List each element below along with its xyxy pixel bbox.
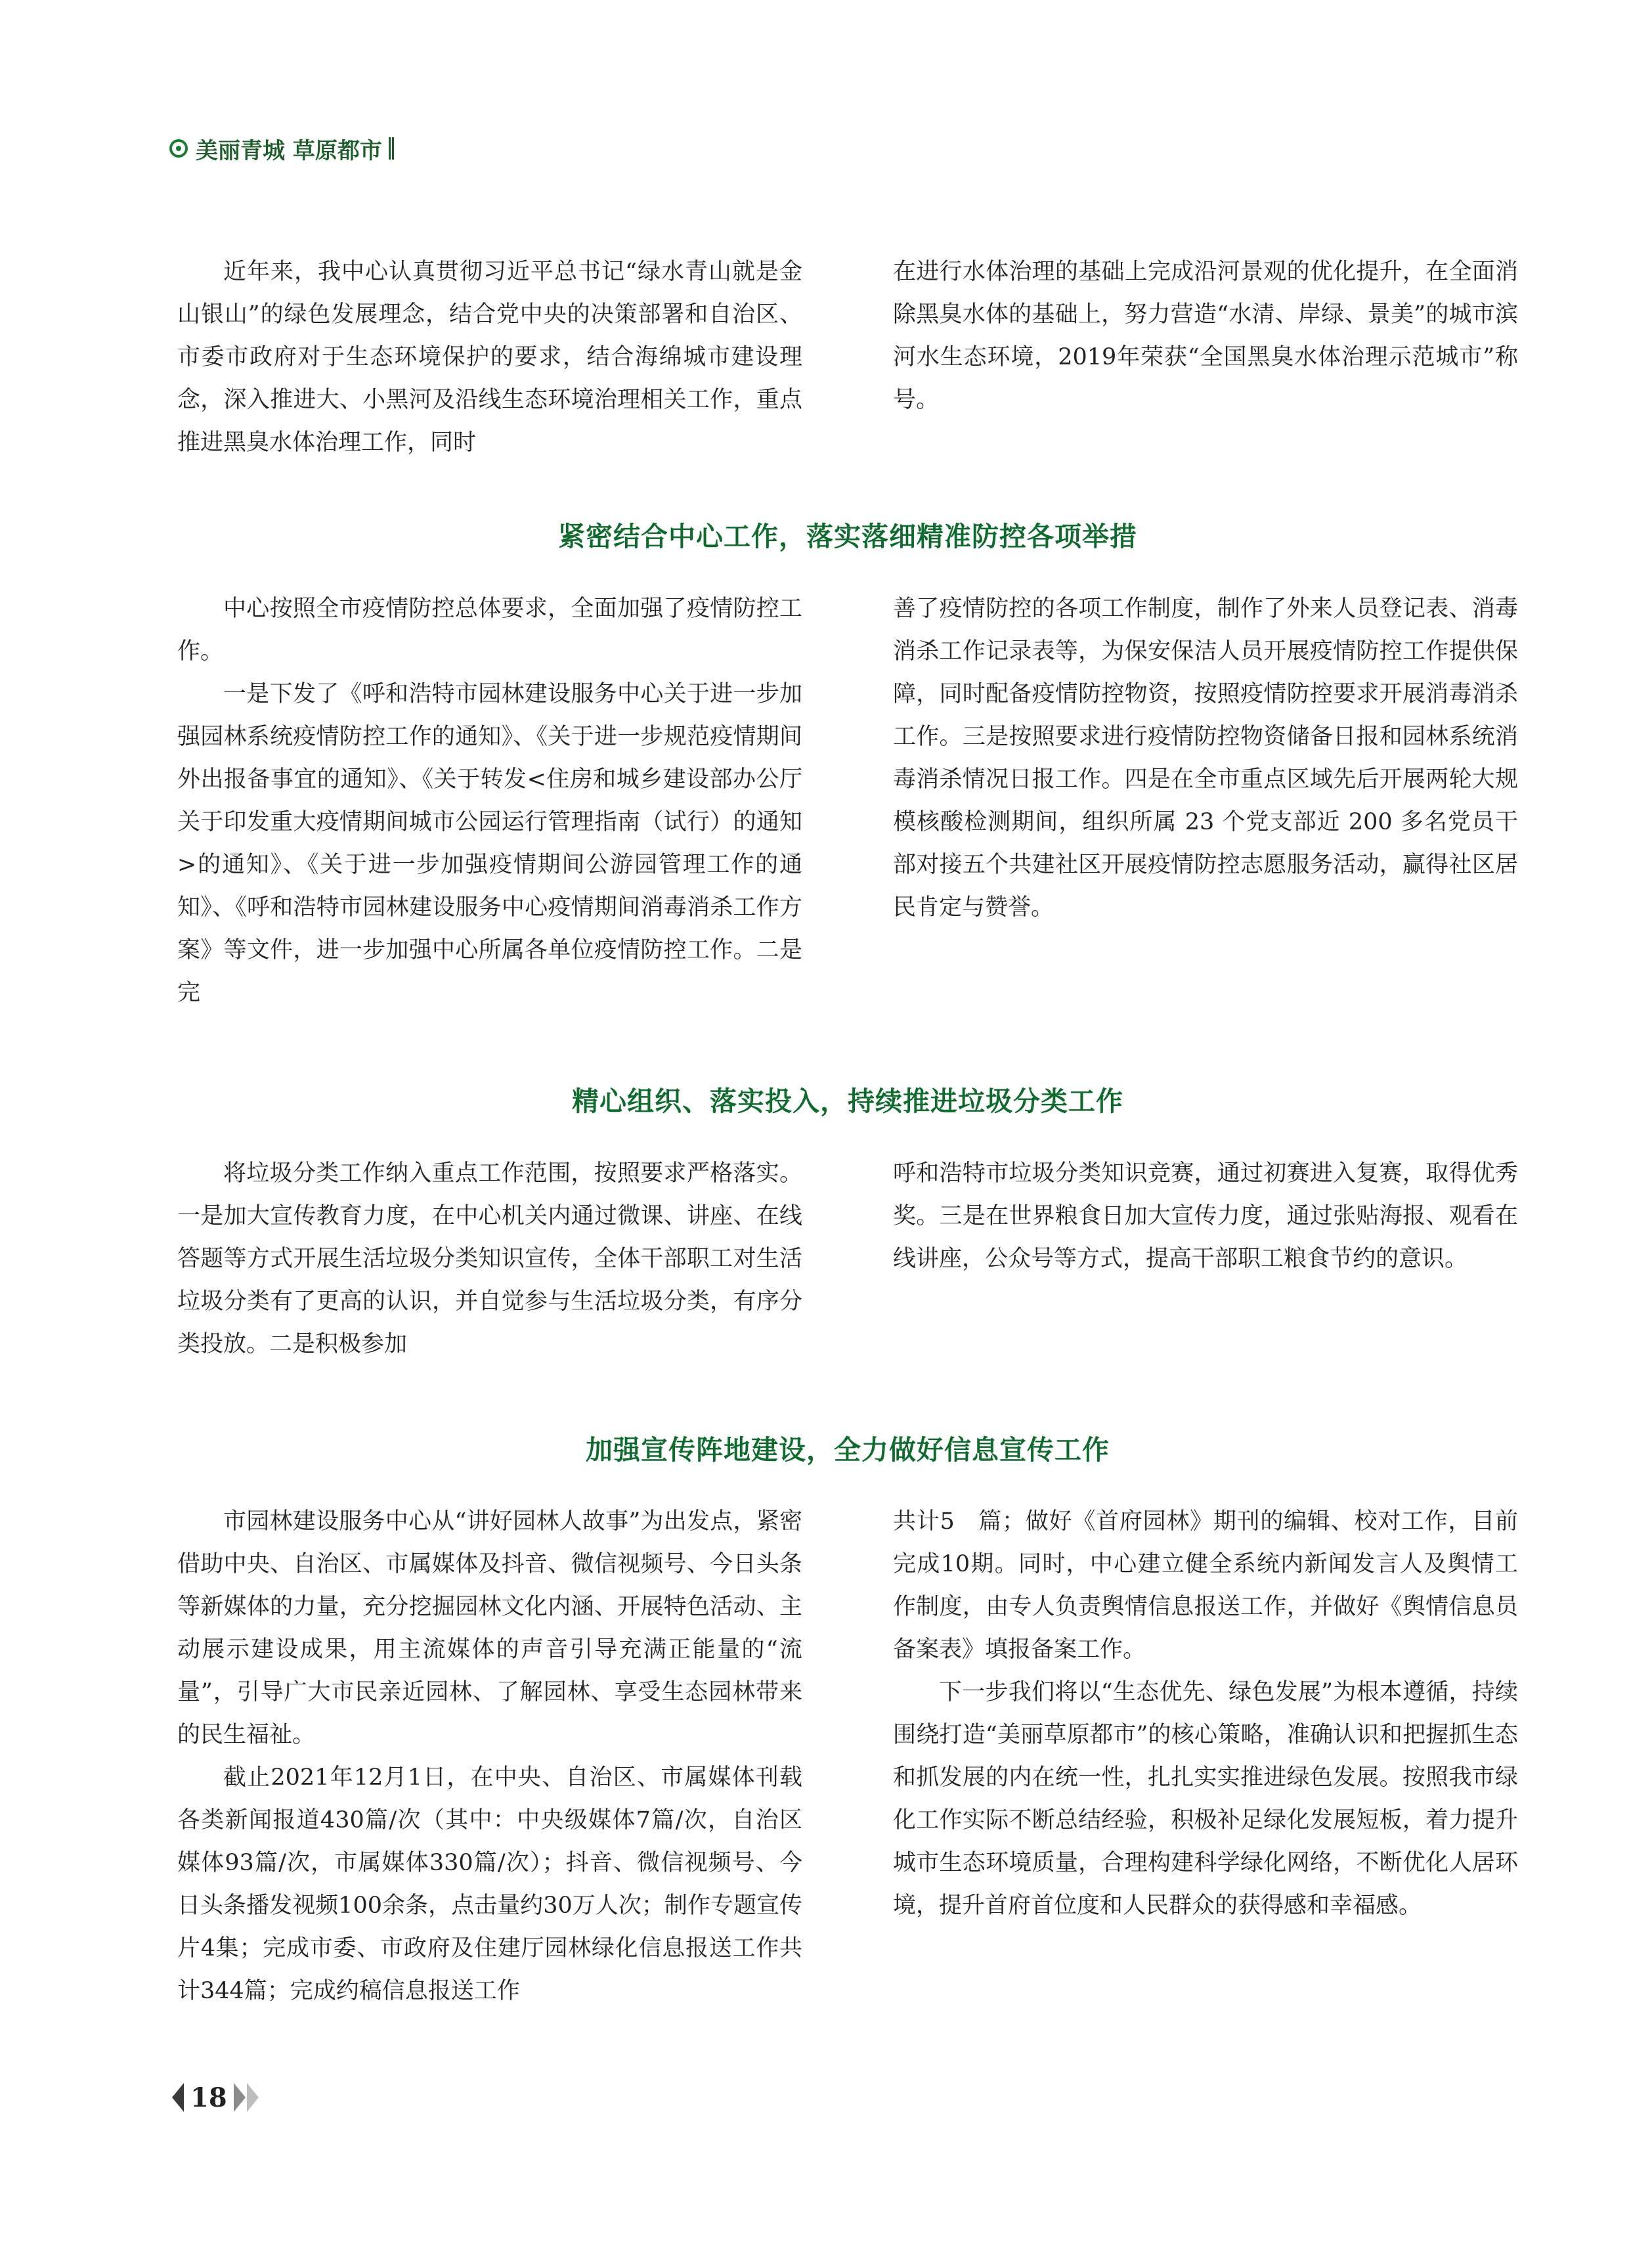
page-number: 18	[190, 2082, 227, 2113]
paragraph: 中心按照全市疫情防控总体要求，全面加强了疫情防控工作。	[177, 596, 802, 665]
section-heading: 加强宣传阵地建设，全力做好信息宣传工作	[586, 1434, 1110, 1466]
section-right-column	[893, 1501, 1518, 1927]
paragraph: 呼和浩特市垃圾分类知识竞赛，通过初赛进入复赛，取得优秀奖。三是在世界粮食日加大宣传力度，通过张贴海报、观看在线讲座，公众号等方式，提高干部职工粮食节约的意识。	[893, 1160, 1518, 1272]
paragraph: 近年来，我中心认真贯彻习近平总书记“绿水青山就是金山银山”的绿色发展理念，结合党中央的决策部署和自治区、市委市政府对于生态环境保护的要求，结合海绵城市建设理念，深入推进大、小黑河及沿线生态环境治理相关工作，重点推进黑臭水体治理工作，同时	[177, 259, 802, 456]
magazine-header	[169, 131, 394, 165]
section-heading: 紧密结合中心工作，落实落细精准防控各项举措	[558, 521, 1137, 552]
paragraph: 善了疫情防控的各项工作制度，制作了外来人员登记表、消毒消杀工作记录表等，为保安保洁人员开展疫情防控工作提供保障，同时配备疫情防控物资，按照疫情防控要求开展消毒消杀工作。三是按照要求进行疫情防控物资储备日报和园林系统消毒消杀情况日报工作。四是在全市重点区域先后开展两轮大规模核酸检测期间，组织所属 23 个党支部近 200 多名党员干部对接五个共建社区开展疫情防控志愿服务活动，赢得社区居民肯定与赞誉。	[893, 596, 1518, 921]
header-title: 美丽青城 草原都市	[196, 137, 382, 164]
section-right-column	[893, 588, 1518, 929]
paragraph: 一是下发了《呼和浩特市园林建设服务中心关于进一步加强园林系统疫情防控工作的通知》、《关于进一步规范疫情期间外出报备事宜的通知》、《关于转发<住房和城乡建设部办公厅关于印发重大疫情期间城市公园运行管理指南（试行）的通知>的通知》、《关于进一步加强疫情期间公游园管理工作的通知》、《呼和浩特市园林建设服务中心疫情期间消毒消杀工作方案》等文件，进一步加强中心所属各单位疫情防控工作。二是完	[177, 681, 802, 1006]
paragraph: 市园林建设服务中心从“讲好园林人故事”为出发点，紧密借助中央、自治区、市属媒体及抖音、微信视频号、今日头条等新媒体的力量，充分挖掘园林文化内涵、开展特色活动、主动展示建设成果，用主流媒体的声音引导充满正能量的“流量”，引导广大市民亲近园林、了解园林、享受生态园林带来的民生福祉。	[177, 1508, 802, 1748]
header-bar-icon	[389, 137, 394, 160]
section-right-column	[893, 1152, 1518, 1281]
chevron-right-icon	[247, 2083, 259, 2112]
section-left-column	[177, 1501, 802, 2013]
paragraph: 截止2021年12月1日，在中央、自治区、市属媒体刊载各类新闻报道430篇/次（其中：中央级媒体7篇/次，自治区媒体93篇/次，市属媒体330篇/次）；抖音、微信视频号、今日头条播发视频100余条，点击量约30万人次；制作专题宣传片4集；完成市委、市政府及住建厅园林绿化信息报送工作共计344篇；完成约稿信息报送工作	[177, 1764, 802, 2004]
chevron-right-icon	[234, 2083, 246, 2112]
section-left-column	[177, 588, 802, 1015]
paragraph: 共计5 篇；做好《首府园林》期刊的编辑、校对工作，目前完成10期。同时，中心建立健全系统内新闻发言人及舆情工作制度，由专人负责舆情信息报送工作，并做好《舆情信息员备案表》填报备案工作。	[893, 1508, 1518, 1663]
section-heading: 精心组织、落实投入，持续推进垃圾分类工作	[572, 1085, 1123, 1117]
page-number-badge	[172, 2078, 259, 2117]
intro-left-column	[177, 251, 802, 464]
circle-logo-icon	[169, 139, 188, 158]
paragraph: 在进行水体治理的基础上完成沿河景观的优化提升，在全面消除黑臭水体的基础上，努力营造“水清、岸绿、景美”的城市滨河水生态环境，2019年荣获“全国黑臭水体治理示范城市”称号。	[893, 259, 1518, 413]
paragraph: 将垃圾分类工作纳入重点工作范围，按照要求严格落实。一是加大宣传教育力度，在中心机关内通过微课、讲座、在线答题等方式开展生活垃圾分类知识宣传，全体干部职工对生活垃圾分类有了更高的认识，并自觉参与生活垃圾分类，有序分类投放。二是积极参加	[177, 1160, 802, 1357]
chevron-left-icon	[172, 2083, 184, 2112]
section-left-column	[177, 1152, 802, 1366]
paragraph: 下一步我们将以“生态优先、绿色发展”为根本遵循，持续围绕打造“美丽草原都市”的核心策略，准确认识和把握抓生态和抓发展的内在统一性，扎扎实实推进绿色发展。按照我市绿化工作实际不断总结经验，积极补足绿化发展短板，着力提升城市生态环境质量，合理构建科学绿化网络，不断优化人居环境，提升首府首位度和人民群众的获得感和幸福感。	[893, 1679, 1518, 1919]
intro-right-column	[893, 251, 1518, 422]
